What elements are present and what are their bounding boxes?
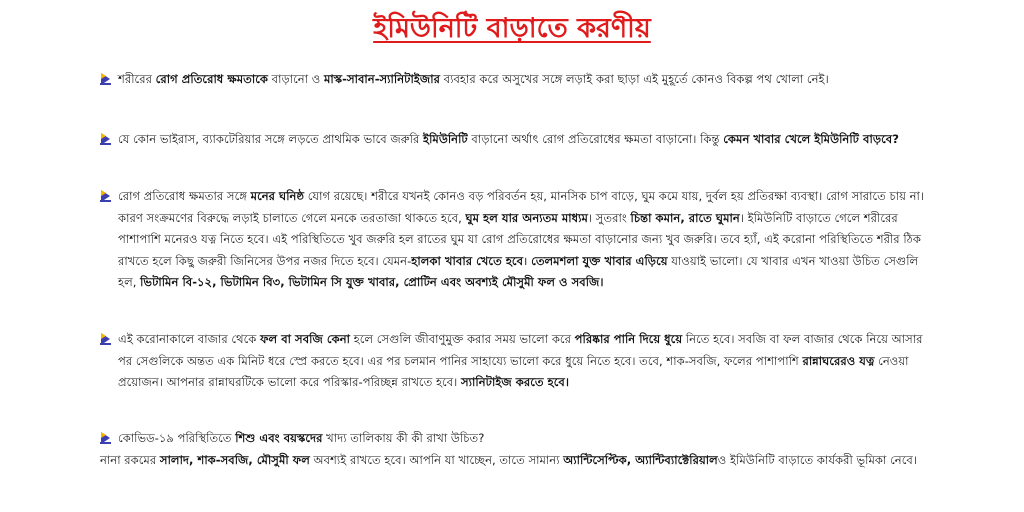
- emphasis-text: চিন্তা কমান, রাতে ঘুমান: [630, 210, 740, 225]
- list-item-continuation: [100, 450, 932, 472]
- body-text: এই করোনাকালে বাজার থেকে: [118, 332, 261, 346]
- bullet-arrow-icon: [100, 333, 111, 345]
- list-item-text: [118, 69, 932, 91]
- list-item: [100, 129, 932, 151]
- body-text: কোভিড-১৯ পরিস্থিতিতে: [118, 431, 236, 445]
- list-item: [100, 428, 932, 471]
- emphasis-text: ইমিউনিটি: [423, 132, 468, 146]
- body-text: যাওয়াই ভালো। যে খাবার এখন খাওয়া উচিত সেগুলি হল,: [118, 253, 919, 289]
- list-item: [100, 329, 932, 394]
- body-text: বাড়ানো অর্থাৎ রোগ প্রতিরোধের ক্ষমতা বাড়ানো। কিন্তু: [467, 132, 724, 146]
- body-text: খাদ্য তালিকায় কী কী রাখা উচিত?: [322, 431, 485, 445]
- list-item-text: [118, 129, 932, 151]
- list-item-text: [118, 329, 932, 394]
- list-item: [100, 186, 932, 294]
- emphasis-text: অ্যান্টিসেপ্টিক, অ্যান্টিব্যাক্টেরিয়াল: [563, 452, 718, 467]
- body-text: অবশ্যই রাখতে হবে। আপনি যা খাচ্ছেন, তাতে সামান্য: [309, 452, 564, 467]
- emphasis-text: তেলমশলা যুক্ত খাবার এড়িয়ে: [531, 253, 668, 268]
- list-item-text: [100, 428, 932, 471]
- emphasis-text: পরিষ্কার পানি দিয়ে ধুয়ে: [574, 332, 683, 346]
- body-text: । সুতরাং: [587, 210, 631, 225]
- emphasis-text: কেমন খাবার খেলে ইমিউনিটি বাড়বে?: [723, 132, 899, 146]
- body-text: । ইমিউনিটি বাড়াতে গেলে শরীরের পাশাপাশি মনেরও যত্ন নিতে হবে। এই পরিস্থিতিতে খুব জরুরি হল রাতের ঘুম যা রোগ প্রতিরোধের ক্ষমতা বাড়ানোর জন্য খুব জরুরি। তবে হ্যাঁ, এই করোনা পরিস্থিতিতে শরীর ঠিক রাখতে হলে কিছু জরুরী জিনিসের উপর নজর দিতে হবে। যেমন-: [118, 210, 921, 268]
- emphasis-text: শিশু এবং বয়স্কদের: [235, 431, 323, 445]
- emphasis-text: স্যানিটাইজ করতে হবে।: [461, 375, 569, 389]
- body-text: যোগ রয়েছে। শরীরে যখনই কোনও বড় পরিবর্তন হয়, মানসিক চাপ বাড়ে, ঘুম কমে যায়, দুর্বল হয় প্রতিরক্ষা ব্যবস্থা। রোগ সারাতে চায় না। কারণ সংক্রমণের বিরুদ্ধে লড়াই চালাতে গেলে মনকে তরতাজা থাকতে হবে,: [118, 189, 925, 225]
- emphasis-text: ভিটামিন বি-১২, ভিটামিন বি৩, ভিটামিন সি যুক্ত খাবার, প্রোটিন এবং অবশ্যই মৌসুমী ফল ও সবজি।: [140, 275, 604, 289]
- body-text: হলে সেগুলি জীবাণুমুক্ত করার সময় ভালো করে: [350, 332, 575, 346]
- emphasis-text: ফল বা সবজি কেনা: [260, 332, 350, 346]
- emphasis-text: মনের ঘনিষ্ঠ: [250, 189, 305, 203]
- page-title: ইমিউনিটি বাড়াতে করণীয়: [373, 13, 651, 44]
- emphasis-text: হালকা খাবার খেতে হবে: [411, 253, 524, 268]
- body-text: রোগ প্রতিরোধ ক্ষমতার সঙ্গে: [118, 189, 251, 203]
- bullet-arrow-icon: [100, 73, 111, 85]
- body-text: নিতে হবে। সবজি বা ফল বাজার থেকে নিয়ে আসার পর সেগুলিকে অন্তত এক মিনিট ধরে স্প্রে করতে হবে। এর পর চলমান পানির সাহায্যে ভালো করে ধুয়ে নিতে হবে। তবে, শাক-সবজি, ফলের পাশাপাশি: [118, 332, 923, 368]
- emphasis-text: ঘুম হল যার অন্যতম মাধ্যম: [465, 210, 588, 225]
- body-text: যে কোন ভাইরাস, ব্যাকটেরিয়ার সঙ্গে লড়তে প্রাথমিক ভাবে জরুরি: [118, 132, 424, 146]
- bullet-arrow-icon: [100, 133, 111, 145]
- body-text: শরীরের: [118, 72, 156, 86]
- bullet-arrow-icon: [100, 190, 111, 202]
- list-item-text: [118, 186, 932, 294]
- emphasis-text: রান্নাঘরেরও যত্ন: [802, 353, 875, 368]
- emphasis-text: মাস্ক-সাবান-স্যানিটাইজার: [323, 72, 440, 86]
- body-text: নেওয়া প্রয়োজন। আপনার রান্নাঘরটিকে ভালো করে পরিস্কার-পরিচ্ছন্ন রাখতে হবে।: [118, 353, 909, 389]
- list-item: [100, 69, 932, 91]
- body-text: বাড়ানো ও: [268, 72, 324, 86]
- emphasis-text: রোগ প্রতিরোধ ক্ষমতাকে: [155, 72, 268, 86]
- body-text: নানা রকমের: [100, 452, 160, 467]
- bullet-arrow-icon: [100, 432, 111, 444]
- body-text: ও ইমিউনিটি বাড়াতে কার্যকরী ভূমিকা নেবে।: [717, 452, 917, 467]
- body-text: ।: [523, 253, 532, 268]
- body-text: ব্যবহার করে অসুখের সঙ্গে লড়াই করা ছাড়া এই মুহূর্তে কোনও বিকল্প পথ খোলা নেই।: [439, 72, 829, 86]
- emphasis-text: সালাদ, শাক-সবজি, মৌসুমী ফল: [159, 452, 310, 467]
